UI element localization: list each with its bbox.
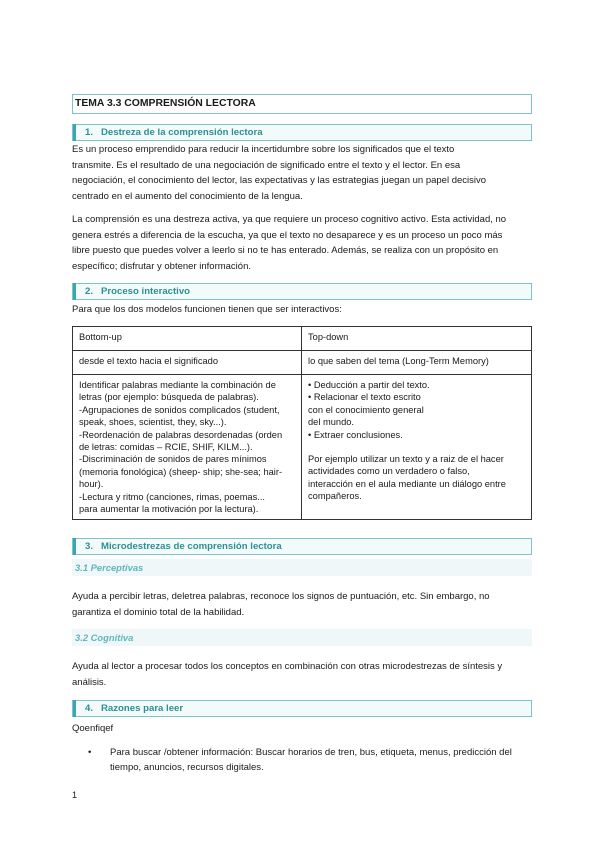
text-line: negociación, el conocimiento del lector, las expectativas y las estrategias juegan un papel decisivo — [72, 175, 487, 186]
text-line: speak, shoes, scientist, they, sky...). — [79, 417, 227, 428]
perceptivas-paragraph — [72, 589, 534, 620]
text-line: del mundo. — [308, 417, 354, 428]
section-accent-bar — [73, 283, 76, 300]
text-line: específico; disfrutar y obtener información. — [72, 260, 252, 272]
section-accent-bar — [73, 124, 76, 141]
text-line: garantiza el dominio total de la habilidad. — [72, 606, 245, 618]
text-line: • Relacionar el texto escrito — [308, 392, 421, 403]
text-line: Ayuda a percibir letras, deletrea palabras, reconoce los signos de puntuación, etc. Sin embargo, no — [72, 591, 490, 602]
page-number: 1 — [72, 790, 78, 800]
section-number: 1. — [85, 127, 94, 138]
text-line: • Deducción a partir del texto. — [308, 380, 430, 390]
text-line: hour). — [79, 479, 104, 490]
text-line: centrado en el aumento del conocimiento de la lengua. — [72, 190, 303, 202]
section-4-text: Qoenfiqef — [72, 723, 114, 734]
list-item-text — [110, 745, 530, 775]
section-number: 4. — [85, 703, 94, 714]
text-line: transmite. Es el resultado de una negociación de significado entre el texto y el lector. En esa — [72, 159, 461, 171]
document-title: TEMA 3.3 COMPRENSIÓN LECTORA — [72, 94, 532, 114]
table-row — [73, 327, 532, 351]
section-title: Microdestrezas de comprensión lectora — [101, 541, 282, 552]
text-line: • Extraer conclusiones. — [308, 429, 403, 440]
top-down-activities-cell — [302, 375, 532, 520]
section-3-heading — [72, 538, 532, 555]
text-line: actividades como un verdadero o falso, — [308, 466, 470, 477]
table-row — [73, 351, 532, 375]
section-number: 3. — [85, 541, 94, 552]
section-accent-bar — [73, 700, 76, 717]
section-number: 2. — [85, 286, 94, 297]
text-line: tiempo, anuncios, recursos digitales. — [110, 762, 264, 773]
text-line: (memoria fonológica) (sheep- ship; she-sea; hair- — [79, 466, 283, 477]
text-line: Identificar palabras mediante la combinación de — [79, 380, 276, 390]
cognitiva-paragraph — [72, 659, 534, 690]
text-line: para aumentar la motivación por la lectura). — [79, 504, 259, 515]
text-line: Por ejemplo utilizar un texto y a raiz de el hacer — [308, 454, 504, 465]
text-line: -Reordenación de palabras desordenadas (orden — [79, 429, 283, 440]
text-line: Ayuda al lector a procesar todos los conceptos en combinación con otras microdestrezas de síntesis y — [72, 661, 503, 672]
text-line: análisis. — [72, 676, 107, 688]
text-line: letras (por ejemplo: búsqueda de palabras). — [79, 392, 259, 403]
text-line: -Lectura y ritmo (canciones, rimas, poemas... — [79, 491, 266, 502]
text-line: compañeros. — [308, 491, 362, 502]
text-line: libre puesto que puedes volver a leerlo si no te has enterado. Además, se realiza con un propósito en — [72, 245, 499, 256]
bullet-icon: • — [88, 747, 92, 758]
subsection-perceptivas: 3.1 Perceptivas — [72, 559, 532, 576]
table-header-cell: Bottom-up — [73, 327, 302, 351]
section-1-heading — [72, 124, 532, 141]
subsection-cognitiva: 3.2 Cognitiva — [72, 629, 532, 646]
text-line: -Agrupaciones de sonidos complicados (student, — [79, 404, 280, 415]
section-accent-bar — [73, 538, 76, 555]
table-row — [73, 375, 532, 520]
bottom-up-activities-cell — [73, 375, 302, 520]
text-line: -Discriminación de sonidos de pares mínimos — [79, 454, 267, 465]
section-1-paragraph-2 — [72, 212, 534, 274]
section-4-heading — [72, 700, 532, 717]
models-table — [72, 326, 532, 520]
section-title: Proceso interactivo — [101, 286, 191, 297]
text-line: de letras: comidas – RCIE, SHIF, KILM...). — [79, 442, 253, 453]
table-cell: desde el texto hacia el significado — [73, 351, 302, 375]
section-2-intro: Para que los dos modelos funcionen tienen que ser interactivos: — [72, 304, 342, 315]
text-line: Es un proceso emprendido para reducir la incertidumbre sobre los significados que el texto — [72, 144, 455, 155]
section-title: Razones para leer — [101, 703, 184, 714]
text-line: genera estrés a diferencia de la escucha, ya que el texto no desaparece y es un proceso un poco más — [72, 229, 503, 241]
text-line: La comprensión es una destreza activa, ya que requiere un proceso cognitivo activo. Esta actividad, no — [72, 214, 507, 225]
text-line: Para buscar /obtener información: Buscar horarios de tren, bus, etiqueta, menus, predicción del — [110, 747, 512, 758]
table-header-cell: Top-down — [302, 327, 532, 351]
table-cell: lo que saben del tema (Long-Term Memory) — [302, 351, 532, 375]
text-line: con el conocimiento general — [308, 404, 424, 415]
spacer — [308, 441, 525, 453]
section-title: Destreza de la comprensión lectora — [101, 127, 263, 138]
section-1-paragraph-1 — [72, 142, 534, 204]
section-2-heading — [72, 283, 532, 300]
text-line: interacción en el aula mediante un diálogo entre — [308, 478, 506, 489]
